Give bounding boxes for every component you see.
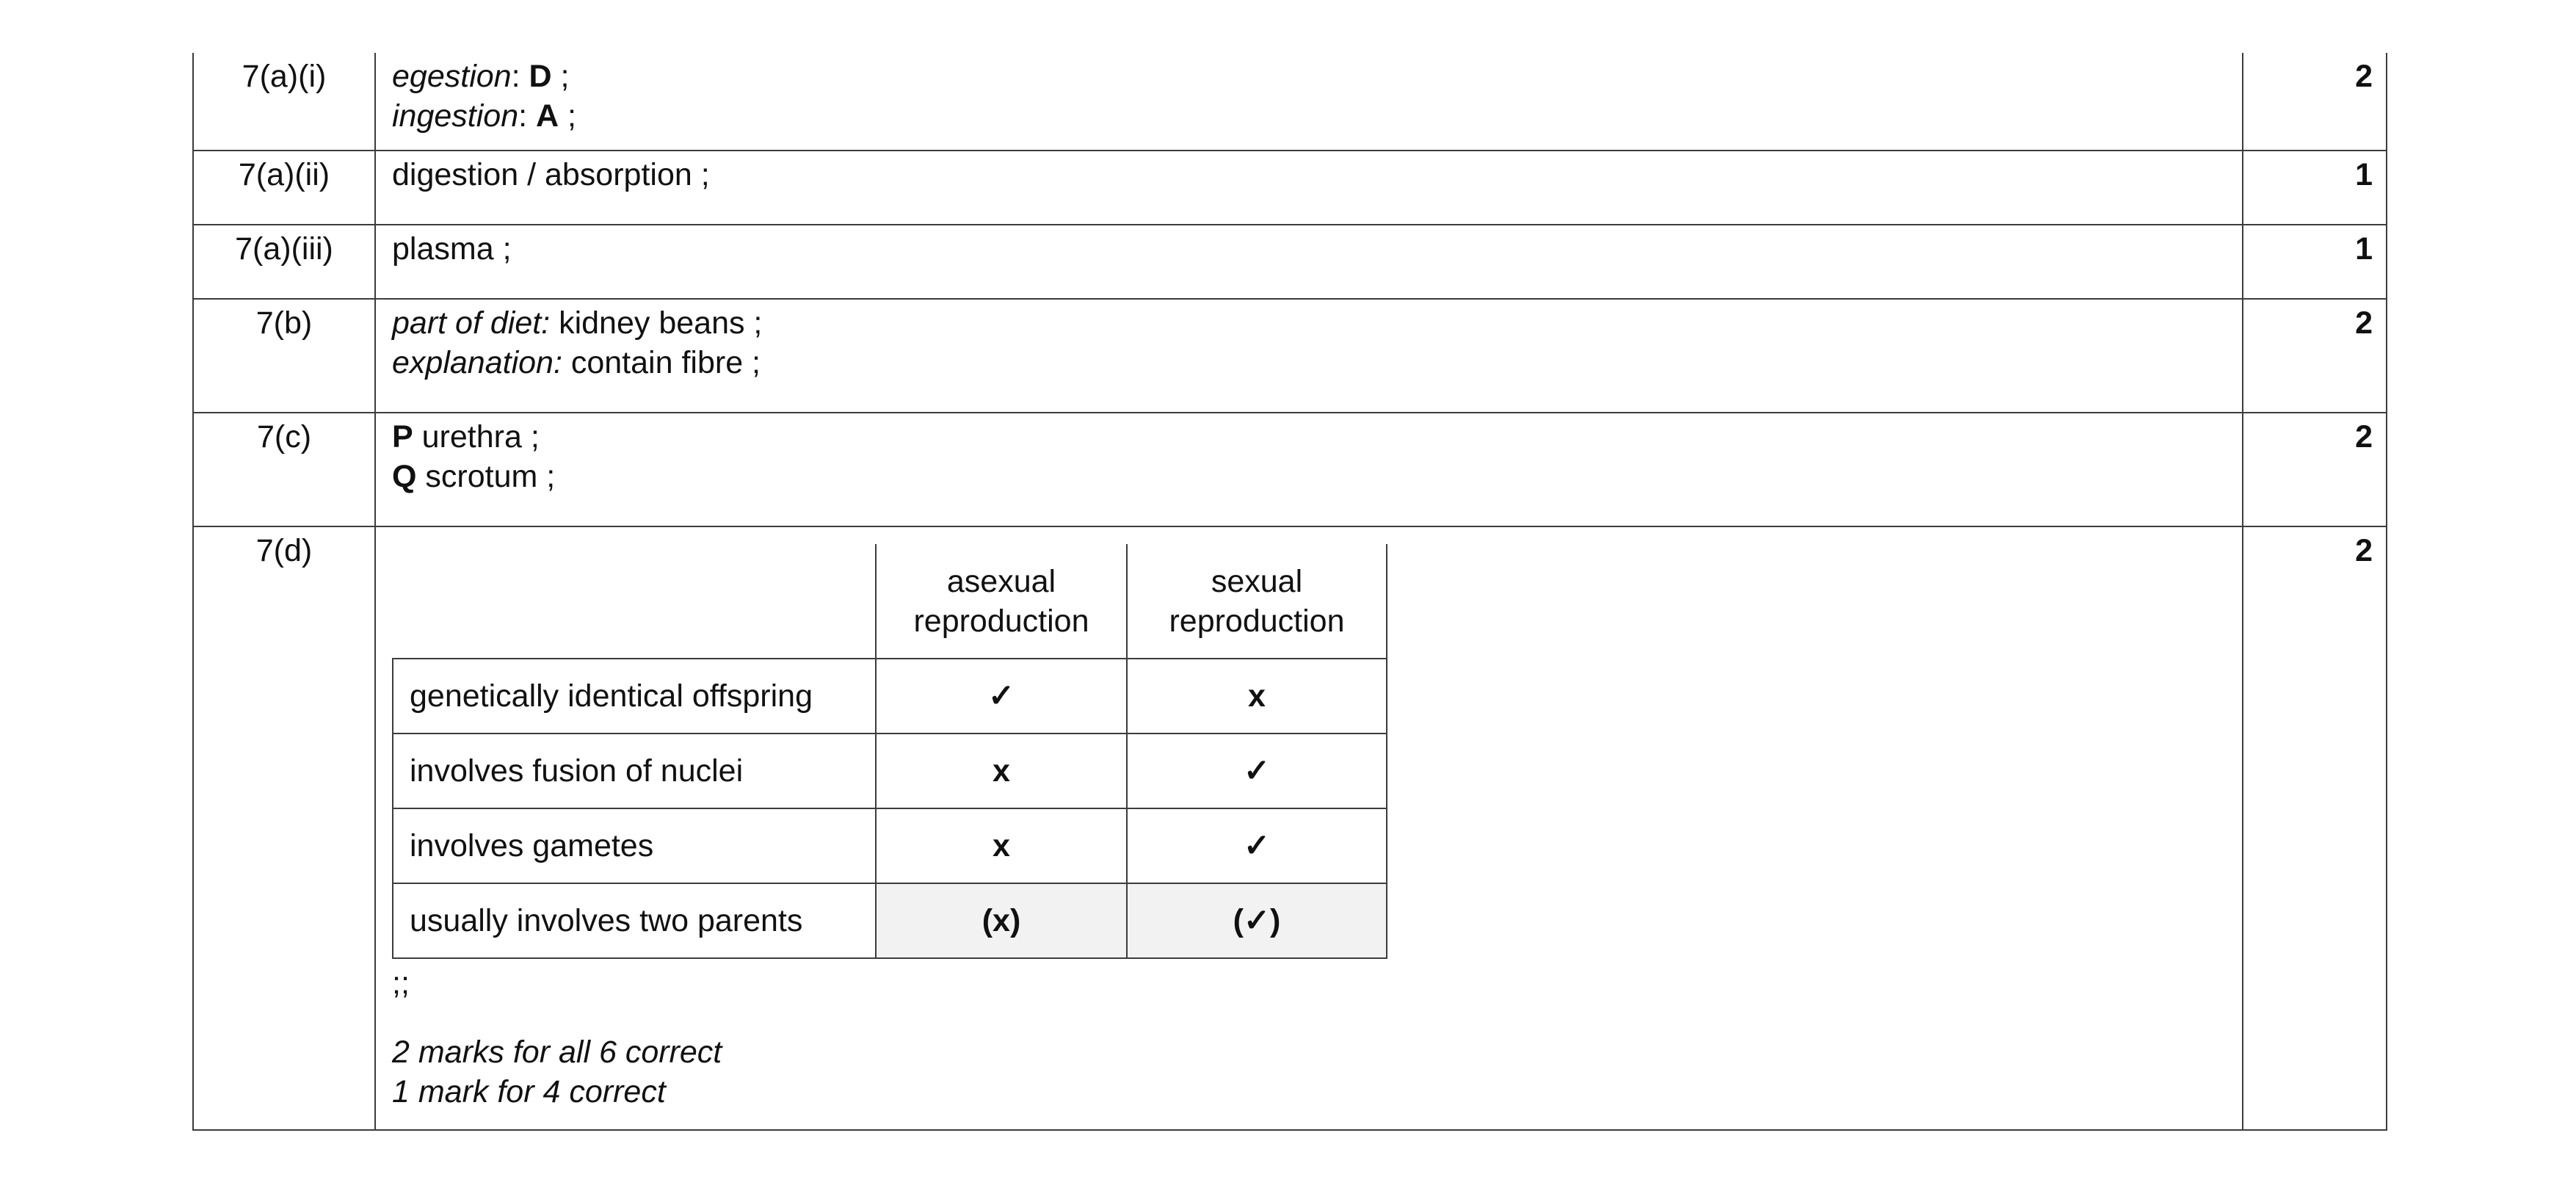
answer-cell: plasma ; bbox=[375, 225, 2243, 299]
inner-row bbox=[393, 659, 1387, 734]
answer-cell: digestion / absorption ; bbox=[375, 151, 2243, 225]
feature-label: usually involves two parents bbox=[393, 883, 876, 958]
marking-note: 1 mark for 4 correct bbox=[392, 1074, 666, 1109]
answer-value: A bbox=[536, 98, 559, 134]
answer-value: urethra ; bbox=[413, 419, 540, 454]
answer-cell bbox=[375, 53, 2243, 151]
header-sexual: sexual reproduction bbox=[1127, 544, 1387, 659]
answer-cell bbox=[375, 526, 2243, 1130]
question-number: 7(a)(i) bbox=[193, 53, 375, 151]
asexual-mark: x bbox=[876, 734, 1127, 808]
asexual-mark: ✓ bbox=[876, 659, 1127, 734]
feature-label: involves gametes bbox=[393, 808, 876, 883]
answer-line bbox=[392, 457, 2242, 496]
question-number: 7(c) bbox=[193, 413, 375, 526]
answer-line bbox=[392, 303, 2242, 343]
table-row bbox=[193, 151, 2387, 225]
mark-scheme-table bbox=[192, 53, 2387, 1131]
answer-end: ; bbox=[551, 59, 570, 94]
inner-header-row bbox=[393, 544, 1387, 659]
inner-row bbox=[393, 808, 1387, 883]
question-number: 7(d) bbox=[193, 526, 375, 1130]
answer-cell bbox=[375, 299, 2243, 413]
marks-cell: 1 bbox=[2243, 151, 2387, 225]
answer-line bbox=[392, 96, 2242, 136]
answer-line bbox=[392, 343, 2242, 383]
asexual-mark: x bbox=[876, 808, 1127, 883]
question-number: 7(a)(ii) bbox=[193, 151, 375, 225]
answer-label: ingestion bbox=[392, 98, 519, 134]
marks-cell: 2 bbox=[2243, 413, 2387, 526]
answer-separator: : bbox=[518, 98, 537, 134]
answer-line bbox=[392, 417, 2242, 457]
answer-value: contain fibre ; bbox=[562, 345, 761, 380]
asexual-mark: (x) bbox=[876, 883, 1127, 958]
inner-row bbox=[393, 883, 1387, 958]
inner-row bbox=[393, 734, 1387, 808]
table-row bbox=[193, 299, 2387, 413]
answer-value: kidney beans ; bbox=[550, 305, 763, 341]
sexual-mark: x bbox=[1127, 659, 1387, 734]
marks-cell: 1 bbox=[2243, 225, 2387, 299]
table-row bbox=[193, 225, 2387, 299]
answer-label: egestion bbox=[392, 59, 512, 94]
marking-note: 2 marks for all 6 correct bbox=[392, 1035, 722, 1070]
answer-value: D bbox=[529, 59, 552, 94]
table-row bbox=[193, 413, 2387, 526]
question-number: 7(a)(iii) bbox=[193, 225, 375, 299]
answer-label: explanation: bbox=[392, 345, 562, 380]
feature-label: genetically identical offspring bbox=[393, 659, 876, 734]
answer-label: part of diet: bbox=[392, 305, 551, 341]
answer-separator: : bbox=[511, 59, 529, 94]
empty-corner-cell bbox=[393, 544, 876, 659]
marks-cell: 2 bbox=[2243, 299, 2387, 413]
feature-label: involves fusion of nuclei bbox=[393, 734, 876, 808]
answer-label: P bbox=[392, 419, 413, 454]
answer-value: scrotum ; bbox=[416, 459, 556, 494]
sexual-mark: ✓ bbox=[1127, 808, 1387, 883]
mark-separator: ;; bbox=[392, 966, 410, 1001]
question-number: 7(b) bbox=[193, 299, 375, 413]
header-asexual: asexual reproduction bbox=[876, 544, 1127, 659]
sexual-mark: (✓) bbox=[1127, 883, 1387, 958]
table-row bbox=[193, 53, 2387, 151]
answer-label: Q bbox=[392, 459, 417, 494]
answer-line bbox=[392, 57, 2242, 96]
reproduction-comparison-table bbox=[392, 544, 1387, 959]
sexual-mark: ✓ bbox=[1127, 734, 1387, 808]
marking-notes bbox=[392, 1032, 2242, 1112]
table-row bbox=[193, 526, 2387, 1130]
marks-cell: 2 bbox=[2243, 53, 2387, 151]
answer-end: ; bbox=[559, 98, 577, 134]
answer-cell bbox=[375, 413, 2243, 526]
marks-cell: 2 bbox=[2243, 526, 2387, 1130]
